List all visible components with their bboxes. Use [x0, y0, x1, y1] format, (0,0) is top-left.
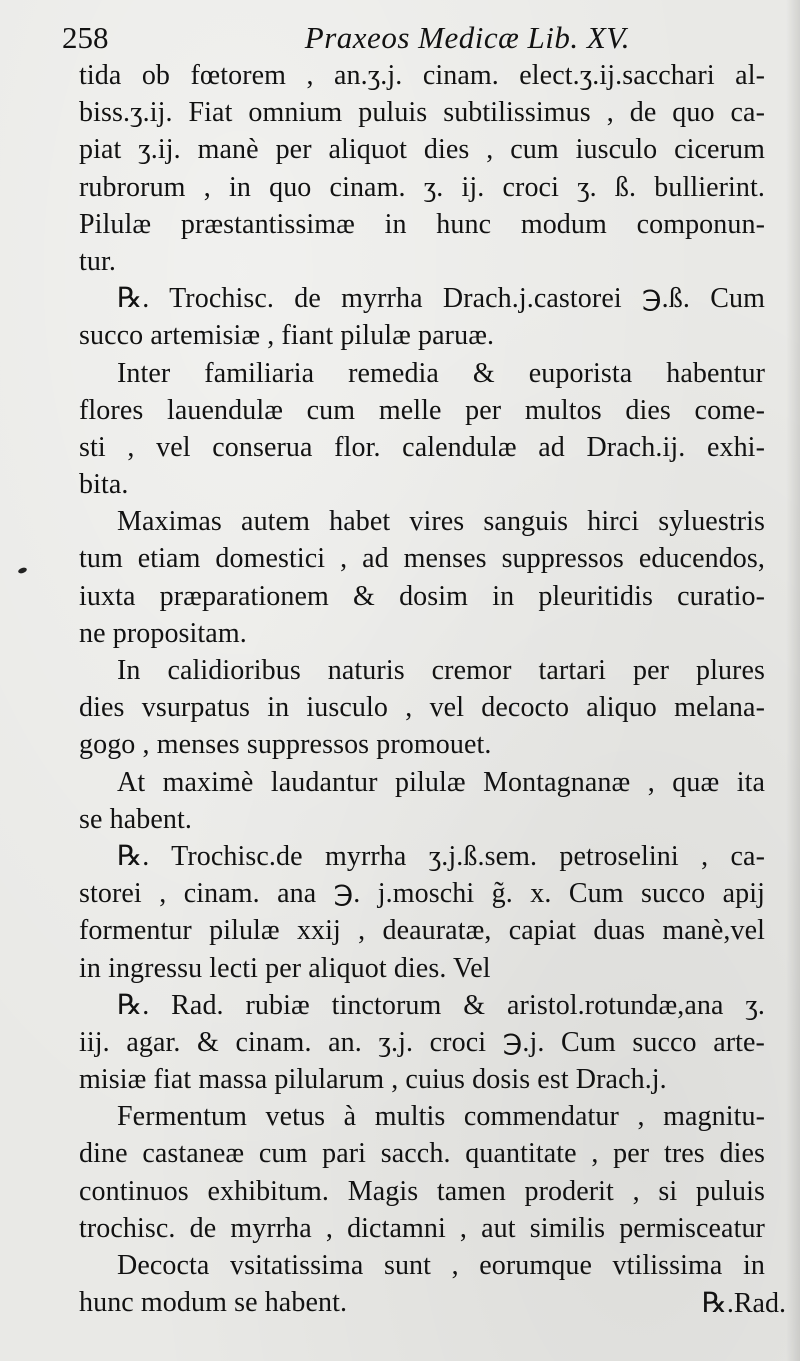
- text-line: biss.ʒ.ij. Fiat omnium puluis subtilissimus , de quo ca-: [79, 97, 765, 129]
- text-line: formentur pilulæ xxij , deauratæ, capiat duas manè,vel: [79, 915, 765, 947]
- text-line: dies vsurpatus in iusculo , vel decocto aliquo melana-: [79, 692, 765, 724]
- text-line: rubrorum , in quo cinam. ʒ. ij. croci ʒ. ß. bullierint.: [79, 171, 765, 203]
- text-line: Pilulæ præstantissimæ in hunc modum componun-: [79, 208, 765, 240]
- text-line: dine castaneæ cum pari sacch. quantitate , per tres dies: [79, 1138, 765, 1170]
- text-line: continuos exhibitum. Magis tamen proderit , si puluis: [79, 1175, 765, 1207]
- text-line: flores lauendulæ cum melle per multos dies come-: [79, 394, 765, 426]
- text-line: piat ʒ.ij. manè per aliquot dies , cum iusculo cicerum: [79, 134, 765, 166]
- recipe-line: ℞. Rad. rubiæ tinctorum & aristol.rotundæ,ana ʒ.: [117, 989, 765, 1021]
- page-number: 258: [62, 20, 109, 55]
- paragraph-start-line: Decocta vsitatissima sunt , eorumque vtilissima in: [117, 1250, 765, 1281]
- text-line: tur.: [79, 245, 116, 277]
- text-line: ne propositam.: [79, 617, 247, 649]
- text-line: sti , vel conserua flor. calendulæ ad Drach.ij. exhi-: [79, 431, 765, 463]
- text-line: bita.: [79, 469, 129, 501]
- text-line: iij. agar. & cinam. an. ʒ.j. croci ℈.j. Cum succo arte-: [79, 1026, 765, 1058]
- paragraph-start-line: Maximas autem habet vires sanguis hirci syluestris: [117, 506, 765, 538]
- paragraph-start-line: Inter familiaria remedia & euporista habentur: [117, 357, 765, 389]
- recipe-line: ℞. Trochisc. de myrrha Drach.j.castorei ℈.ß. Cum: [117, 283, 765, 315]
- text-line: se habent.: [79, 803, 192, 835]
- recipe-line: ℞. Trochisc.de myrrha ʒ.j.ß.sem. petroselini , ca-: [117, 840, 765, 872]
- text-line: misiæ fiat massa pilularum , cuius dosis est Drach.j.: [79, 1064, 667, 1096]
- text-line: tum etiam domestici , ad menses suppressos educendos,: [79, 543, 765, 575]
- paragraph-start-line: In calidioribus naturis cremor tartari per plures: [117, 655, 765, 686]
- text-line: trochisc. de myrrha , dictamni , aut similis permisceatur: [79, 1212, 765, 1244]
- paragraph-start-line: Fermentum vetus à multis commendatur , magnitu-: [117, 1101, 765, 1133]
- text-line: hunc modum se habent.: [79, 1287, 348, 1319]
- text-line: iuxta præparationem & dosim in pleuritidis curatio-: [79, 580, 765, 612]
- running-head: [62, 18, 630, 58]
- text-line: in ingressu lecti per aliquot dies. Vel: [79, 952, 491, 984]
- paragraph-start-line: At maximè laudantur pilulæ Montagnanæ , quæ ita: [117, 766, 765, 798]
- text-line: storei , cinam. ana ℈. j.moschi g̃. x. Cum succo apij: [79, 878, 765, 910]
- text-line: gogo , menses suppressos promouet.: [79, 729, 492, 761]
- body-text: [79, 57, 765, 1321]
- text-line: succo artemisiæ , fiant pilulæ paruæ.: [79, 320, 495, 352]
- text-line: tida ob fœtorem , an.ʒ.j. cinam. elect.ʒ.ij.sacchari al-: [79, 60, 765, 91]
- catchword: ℞.Rad.: [701, 1288, 786, 1319]
- margin-ink-mark: [17, 567, 27, 575]
- running-title: Praxeos Medicæ Lib. XV.: [304, 20, 630, 55]
